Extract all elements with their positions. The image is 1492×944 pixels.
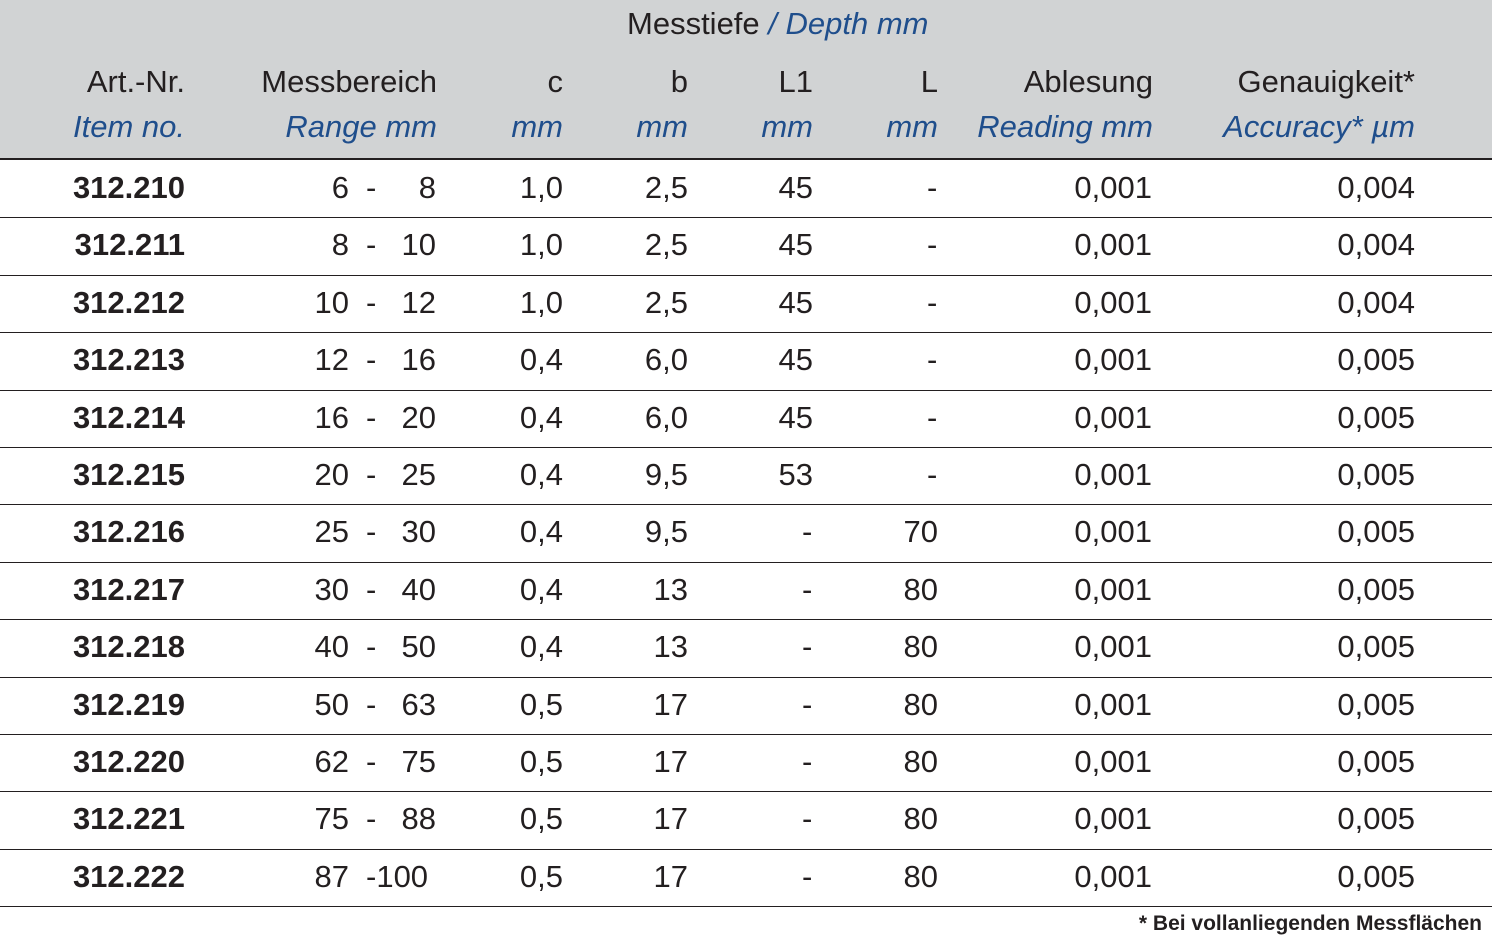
table-row [0, 161, 1492, 218]
value-b: 9,5 [644, 457, 688, 492]
item-number: 312.215 [72, 457, 185, 492]
value-l: 80 [903, 629, 938, 665]
value-l: 70 [903, 514, 938, 550]
range-separator: -100 [366, 858, 429, 894]
value-l1: - [802, 514, 813, 550]
value-c: 1,0 [519, 284, 563, 320]
value-c: 1,0 [519, 170, 563, 205]
value-accuracy: 0,005 [1337, 858, 1415, 894]
value-l: - [927, 227, 938, 263]
table-row [0, 792, 1492, 849]
range-from: 25 [314, 514, 349, 550]
value-c: 0,5 [519, 686, 563, 722]
value-reading: 0,001 [1074, 571, 1152, 607]
range-separator: - [366, 686, 377, 722]
value-c: 0,4 [519, 399, 563, 435]
range-to: 10 [401, 227, 436, 263]
col-range-label: Messbereich [261, 64, 437, 99]
footnote: * Bei vollanliegenden Messflächen [1138, 912, 1482, 935]
value-l1: - [802, 571, 813, 607]
value-reading: 0,001 [1074, 457, 1152, 492]
value-accuracy: 0,005 [1337, 571, 1415, 607]
table-row [0, 391, 1492, 448]
value-l1: 45 [778, 227, 813, 263]
value-c: 1,0 [519, 227, 563, 263]
depth-heading [627, 6, 929, 42]
item-number: 312.216 [72, 514, 185, 550]
value-b: 2,5 [644, 284, 688, 320]
table-row [0, 620, 1492, 677]
value-c: 0,4 [519, 457, 563, 492]
col-reading-label: Ablesung [1023, 64, 1153, 99]
range-to: 88 [401, 801, 436, 837]
value-reading: 0,001 [1074, 399, 1152, 435]
value-l: 80 [903, 801, 938, 837]
range-from: 62 [314, 744, 349, 779]
item-number: 312.210 [72, 170, 185, 205]
item-number: 312.214 [72, 399, 185, 435]
value-accuracy: 0,004 [1337, 227, 1415, 263]
value-accuracy: 0,005 [1337, 744, 1415, 779]
value-l: 80 [903, 686, 938, 722]
item-number: 312.213 [72, 342, 185, 378]
value-l1: 45 [778, 170, 813, 205]
value-b: 6,0 [644, 342, 688, 378]
item-number: 312.221 [72, 801, 185, 837]
value-l1: - [802, 801, 813, 837]
table-header [0, 0, 1492, 160]
value-reading: 0,001 [1074, 284, 1152, 320]
value-accuracy: 0,004 [1337, 170, 1415, 205]
col-l1-label-en: mm [761, 109, 813, 144]
value-reading: 0,001 [1074, 227, 1152, 263]
range-to: 20 [401, 399, 436, 435]
range-from: 87 [314, 858, 349, 894]
range-to: 40 [401, 571, 436, 607]
depth-heading-de: Messtiefe [627, 6, 760, 41]
item-number: 312.211 [74, 227, 185, 263]
value-accuracy: 0,004 [1337, 284, 1415, 320]
range-to: 12 [401, 284, 436, 320]
value-b: 17 [653, 686, 688, 722]
value-accuracy: 0,005 [1337, 457, 1415, 492]
value-l: 80 [903, 858, 938, 894]
range-from: 12 [314, 342, 349, 378]
range-from: 50 [314, 686, 349, 722]
range-to: 16 [401, 342, 436, 378]
value-b: 13 [653, 629, 688, 665]
col-art-label-en: Item no. [73, 109, 185, 144]
value-l1: 45 [778, 399, 813, 435]
value-l: - [927, 170, 938, 205]
item-number: 312.212 [72, 284, 185, 320]
value-c: 0,4 [519, 571, 563, 607]
range-to: 75 [401, 744, 436, 779]
range-from: 75 [314, 801, 349, 837]
value-accuracy: 0,005 [1337, 342, 1415, 378]
col-c-label: c [547, 64, 563, 99]
value-l1: 45 [778, 342, 813, 378]
value-reading: 0,001 [1074, 170, 1152, 205]
table-row [0, 276, 1492, 333]
range-to: 25 [401, 457, 436, 492]
col-accuracy-label-en: Accuracy* µm [1223, 109, 1415, 144]
value-l1: 45 [778, 284, 813, 320]
range-separator: - [366, 227, 377, 263]
range-separator: - [366, 170, 377, 205]
range-from: 16 [314, 399, 349, 435]
value-b: 13 [653, 571, 688, 607]
table-row [0, 448, 1492, 505]
value-l: - [927, 399, 938, 435]
item-number: 312.217 [72, 571, 185, 607]
item-number: 312.220 [72, 744, 185, 779]
col-b-label: b [670, 64, 688, 99]
value-b: 2,5 [644, 170, 688, 205]
table-row [0, 850, 1492, 907]
col-accuracy-label: Genauigkeit* [1237, 64, 1415, 99]
value-b: 9,5 [644, 514, 688, 550]
value-l1: - [802, 686, 813, 722]
range-to: 63 [401, 686, 436, 722]
value-b: 17 [653, 858, 688, 894]
range-separator: - [366, 284, 377, 320]
value-c: 0,5 [519, 744, 563, 779]
col-reading-label-en: Reading mm [977, 109, 1153, 144]
value-l: 80 [903, 571, 938, 607]
value-c: 0,5 [519, 858, 563, 894]
range-from: 30 [314, 571, 349, 607]
item-number: 312.219 [72, 686, 185, 722]
value-accuracy: 0,005 [1337, 801, 1415, 837]
depth-heading-en: / Depth mm [768, 6, 929, 41]
col-art-label: Art.-Nr. [86, 64, 185, 99]
range-to: 8 [418, 170, 436, 205]
value-l1: 53 [778, 457, 813, 492]
value-b: 17 [653, 801, 688, 837]
value-reading: 0,001 [1074, 514, 1152, 550]
col-l1-label: L1 [778, 64, 813, 99]
range-to: 50 [401, 629, 436, 665]
value-l1: - [802, 744, 813, 779]
value-l1: - [802, 858, 813, 894]
table-row [0, 333, 1492, 390]
item-number: 312.218 [72, 629, 185, 665]
range-to: 30 [401, 514, 436, 550]
table-row [0, 678, 1492, 735]
value-accuracy: 0,005 [1337, 514, 1415, 550]
col-range-label-en: Range mm [285, 109, 437, 144]
value-l: - [927, 284, 938, 320]
value-c: 0,4 [519, 514, 563, 550]
value-b: 2,5 [644, 227, 688, 263]
value-l: 80 [903, 744, 938, 779]
range-separator: - [366, 514, 377, 550]
range-separator: - [366, 457, 377, 492]
item-number: 312.222 [72, 858, 185, 894]
value-accuracy: 0,005 [1337, 686, 1415, 722]
value-reading: 0,001 [1074, 342, 1152, 378]
range-from: 6 [331, 170, 349, 205]
range-from: 40 [314, 629, 349, 665]
range-separator: - [366, 342, 377, 378]
col-l-label: L [920, 64, 938, 99]
table-row [0, 735, 1492, 792]
range-from: 10 [314, 284, 349, 320]
range-separator: - [366, 744, 377, 779]
value-b: 17 [653, 744, 688, 779]
range-separator: - [366, 629, 377, 665]
value-reading: 0,001 [1074, 801, 1152, 837]
value-reading: 0,001 [1074, 629, 1152, 665]
col-b-label-en: mm [636, 109, 688, 144]
value-c: 0,4 [519, 629, 563, 665]
range-separator: - [366, 571, 377, 607]
table-row [0, 505, 1492, 562]
value-l: - [927, 342, 938, 378]
table-row [0, 218, 1492, 275]
col-l-label-en: mm [886, 109, 938, 144]
value-accuracy: 0,005 [1337, 629, 1415, 665]
col-c-label-en: mm [511, 109, 563, 144]
value-b: 6,0 [644, 399, 688, 435]
range-from: 20 [314, 457, 349, 492]
value-l: - [927, 457, 938, 492]
value-reading: 0,001 [1074, 858, 1152, 894]
value-reading: 0,001 [1074, 686, 1152, 722]
range-from: 8 [331, 227, 349, 263]
table-row [0, 563, 1492, 620]
value-reading: 0,001 [1074, 744, 1152, 779]
value-l1: - [802, 629, 813, 665]
range-separator: - [366, 399, 377, 435]
value-c: 0,4 [519, 342, 563, 378]
value-c: 0,5 [519, 801, 563, 837]
value-accuracy: 0,005 [1337, 399, 1415, 435]
range-separator: - [366, 801, 377, 837]
